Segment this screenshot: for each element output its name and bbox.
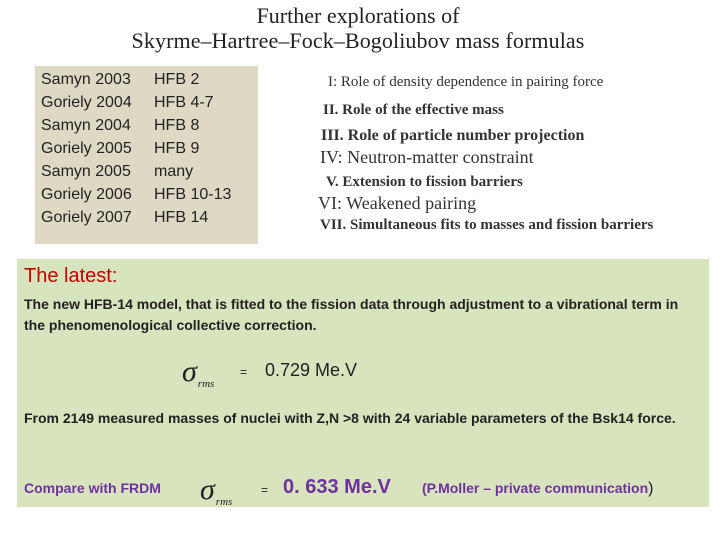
latest-heading: The latest: — [24, 265, 118, 287]
reference-model: HFB 10-13 — [154, 186, 232, 203]
references-box — [35, 66, 258, 244]
sigma-rms-symbol — [182, 355, 213, 389]
reference-model: many — [154, 163, 194, 180]
reference-author-year: Goriely 2004 — [41, 94, 132, 111]
reference-author-year: Goriely 2006 — [41, 186, 132, 203]
sigma-subscript: rms — [197, 378, 215, 390]
equals-sign: = — [261, 483, 269, 497]
frdm-source-text: (P.Moller – private communication — [422, 480, 649, 496]
reference-author-year: Samyn 2003 — [41, 71, 131, 88]
reference-model: HFB 14 — [154, 209, 209, 226]
topic-item: VII. Simultaneous fits to masses and fission barriers — [320, 217, 654, 233]
sigma-value: 0.729 Me.V — [265, 360, 358, 380]
model-description: The new HFB-14 model, that is fitted to the fission data through adjustment to a vibrational term in the phenomenological collective correction. — [24, 296, 679, 333]
topics-list — [316, 72, 716, 237]
fit-info: From 2149 measured masses of nuclei with Z,N >8 with 24 variable parameters of the Bsk14 force. — [24, 410, 676, 426]
latest-section — [17, 259, 709, 507]
compare-label: Compare with FRDM — [24, 480, 161, 496]
reference-model: HFB 9 — [154, 140, 200, 157]
topic-item: III. Role of particle number projection — [321, 127, 585, 144]
topic-item: V. Extension to fission barriers — [326, 174, 523, 190]
topic-item: IV: Neutron-matter constraint — [320, 147, 534, 167]
reference-model: HFB 2 — [154, 71, 200, 88]
frdm-sigma-rms-symbol — [200, 473, 231, 507]
frdm-value: 0. 633 Me.V — [283, 476, 391, 498]
sigma-symbol: σ — [200, 473, 215, 506]
frdm-source-close: ) — [648, 480, 654, 497]
reference-author-year: Samyn 2004 — [41, 117, 131, 134]
frdm-source — [422, 480, 653, 498]
sigma-symbol: σ — [182, 355, 197, 388]
reference-model: HFB 4-7 — [154, 94, 214, 111]
topic-item: I: Role of density dependence in pairing force — [328, 74, 604, 90]
title-line-1: Further explorations of — [256, 3, 460, 28]
topic-item: VI: Weakened pairing — [318, 193, 477, 213]
topic-item: II. Role of the effective mass — [323, 102, 504, 118]
equals-sign: = — [240, 365, 248, 379]
title-line-2: Skyrme–Hartree–Fock–Bogoliubov mass formulas — [131, 28, 585, 53]
reference-model: HFB 8 — [154, 117, 200, 134]
reference-author-year: Samyn 2005 — [41, 163, 131, 180]
reference-author-year: Goriely 2007 — [41, 209, 132, 226]
sigma-subscript: rms — [215, 496, 233, 508]
reference-author-year: Goriely 2005 — [41, 140, 132, 157]
